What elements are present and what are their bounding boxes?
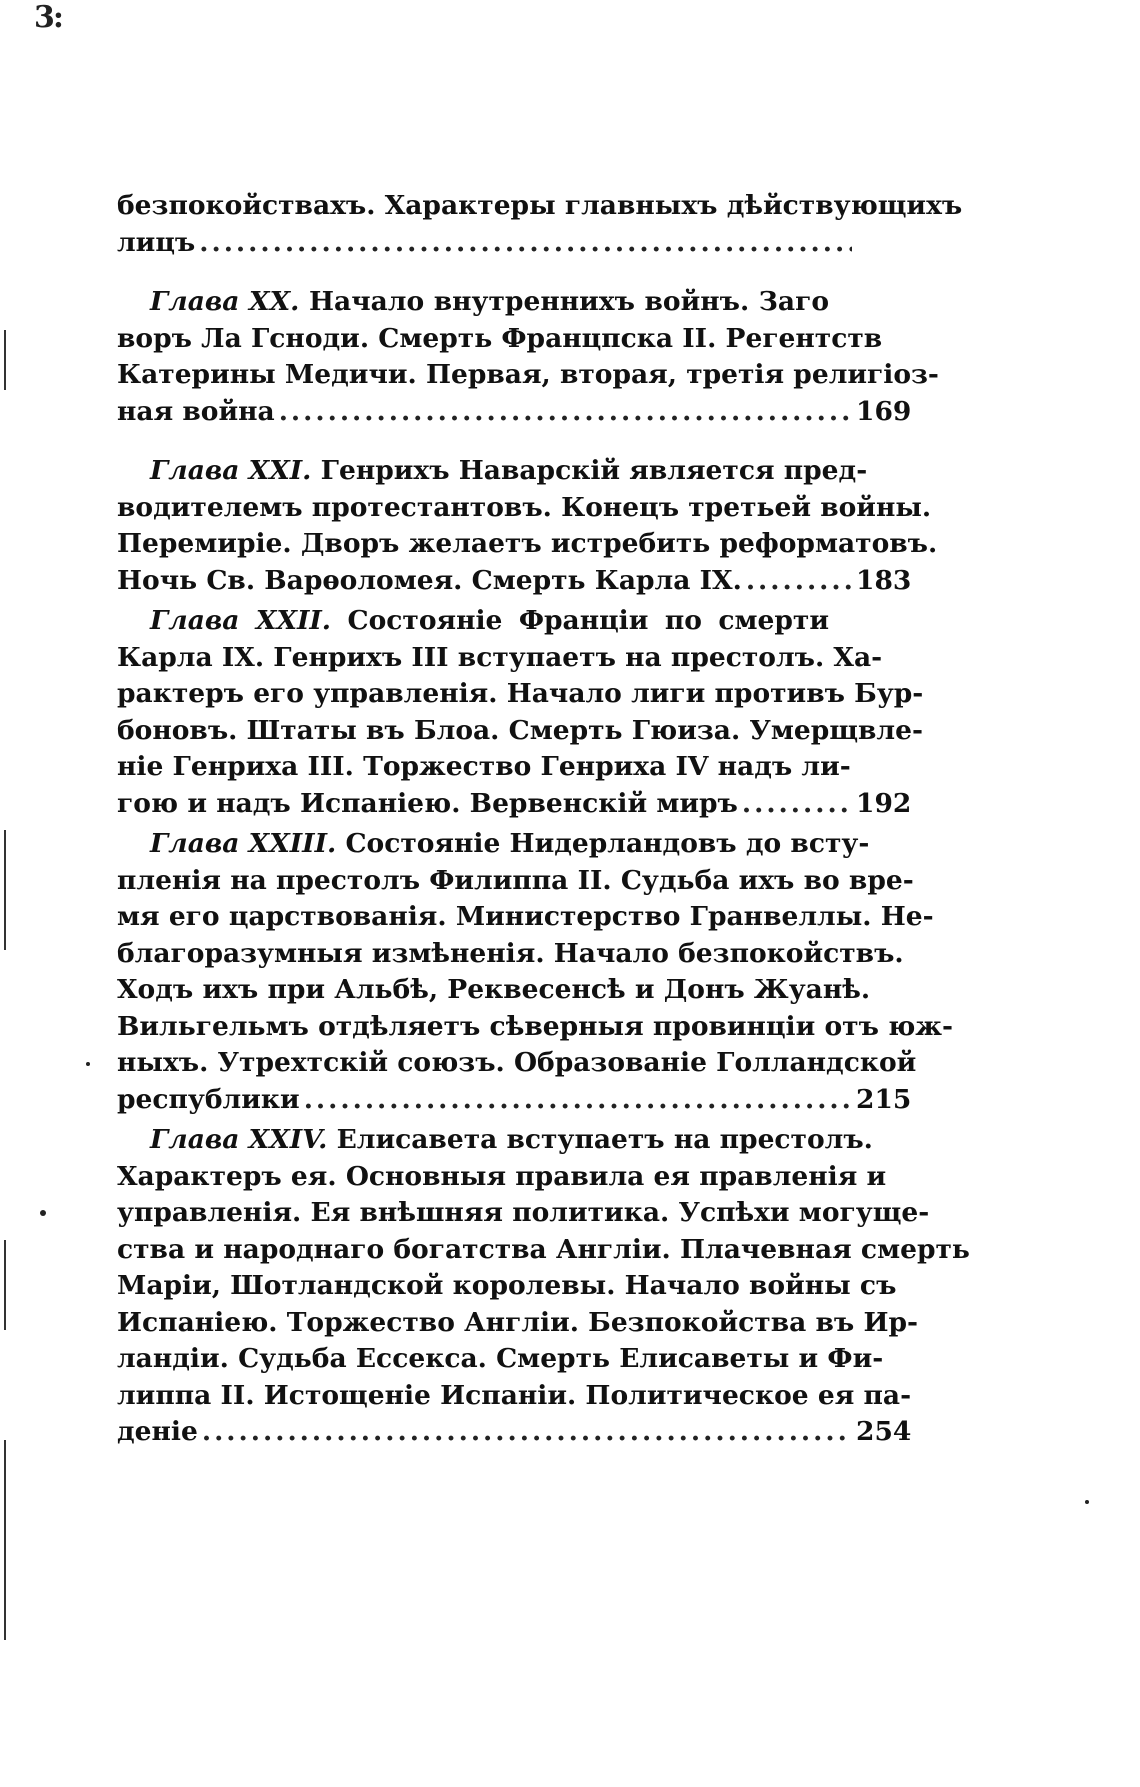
toc-line: гою и надъ Испаніею. Вервенскій миръ ..... 192 (117, 786, 907, 823)
toc-line: ныхъ. Утрехтскій союзъ. Образованіе Голландской (117, 1047, 917, 1078)
page-edge-mark (4, 1240, 6, 1330)
toc-line: ніе Генриха III. Торжество Генриха IV надъ ли- (117, 751, 851, 782)
toc-line: Ночь Св. Варѳоломея. Смерть Карла IX. ..... 183 (117, 563, 907, 600)
leader-dots (202, 1414, 852, 1451)
page-number: 254 (856, 1416, 912, 1447)
toc-line: Перемиріе. Дворъ желаетъ истребить реформатовъ. (117, 528, 938, 559)
table-of-contents (117, 188, 970, 1451)
toc-line: лицъ ..... (117, 225, 907, 262)
toc-line: Катерины Медичи. Первая, вторая, третія религіоз- (117, 359, 939, 390)
chapter-label: Глава XXIII. (150, 828, 337, 859)
leader-dots (746, 563, 852, 600)
toc-entry-heading: Глава XXII. Состояніе Франціи по смерти (150, 605, 829, 636)
toc-line: водителемъ протестантовъ. Конецъ третьей войны. (117, 491, 932, 523)
toc-line: пленія на престолъ Филиппа II. Судьба ихъ во вре- (117, 864, 914, 896)
toc-entry-heading: Глава XX. Начало внутреннихъ войнъ. Заго (150, 286, 829, 317)
chapter-label: Глава XXII. (150, 605, 332, 636)
ink-speck (86, 1062, 90, 1066)
leader-dots (304, 1082, 852, 1119)
toc-line: безпокойствахъ. Характеры главныхъ дѣйствующихъ (117, 190, 963, 221)
toc-line: ландіи. Судьба Ессекса. Смерть Елисаветы и Фи- (117, 1343, 884, 1374)
page-edge-mark (4, 330, 6, 390)
toc-line: воръ Ла Гсноди. Смерть Францпска II. Регентств (117, 322, 883, 354)
page-number: 169 (856, 395, 912, 427)
toc-line: Испаніею. Торжество Англіи. Безпокойства въ Ир- (117, 1306, 919, 1338)
page-number: 215 (856, 1083, 912, 1115)
toc-line: ная война ..... 169 (117, 394, 907, 431)
page-edge-mark (4, 1440, 6, 1640)
toc-line: благоразумныя измѣненія. Начало безпокойствъ. (117, 937, 904, 969)
toc-line: ства и народнаго богатства Англіи. Плачевная смерть (117, 1233, 970, 1265)
toc-line: боновъ. Штаты въ Блоа. Смерть Гюиза. Умерщвле- (117, 714, 923, 746)
toc-line: мя его царствованія. Министерство Гранвеллы. Не- (117, 901, 934, 932)
toc-line: Карла IX. Генрихъ III вступаетъ на престолъ. Ха- (117, 641, 883, 673)
chapter-label: Глава XXI. (150, 455, 312, 486)
toc-line: липпа II. Истощеніе Испаніи. Политическое ея па- (117, 1379, 912, 1411)
chapter-label: Глава XXIV. (150, 1124, 328, 1155)
toc-line: республики ..... 215 (117, 1082, 907, 1119)
leader-dots (279, 394, 852, 431)
page-edge-mark (4, 830, 6, 950)
leader-dots (199, 225, 852, 262)
toc-line: Вильгельмъ отдѣляетъ сѣверныя провинціи отъ юж- (117, 1010, 954, 1042)
toc-line: Маріи, Шотландской королевы. Начало войны съ (117, 1270, 897, 1301)
ink-speck (40, 1210, 46, 1216)
toc-line: Ходъ ихъ при Альбѣ, Реквесенсѣ и Донъ Жуанѣ. (117, 974, 871, 1005)
toc-entry-heading: Глава XXIII. Состояніе Нидерландовъ до всту- (150, 828, 870, 859)
ink-speck (1085, 1500, 1089, 1504)
toc-entry-heading: Глава XXIV. Елисавета вступаетъ на престолъ. (150, 1124, 873, 1155)
toc-line: Характеръ ея. Основныя правила ея правленія и (117, 1160, 887, 1192)
toc-line: деніе ..... 254 (117, 1414, 907, 1451)
page-number: 192 (856, 787, 912, 819)
page-number: 183 (856, 564, 912, 596)
corner-mark: 3: (34, 0, 62, 35)
toc-line: рактеръ его управленія. Начало лиги противъ Бур- (117, 678, 924, 709)
leader-dots (742, 786, 852, 823)
toc-entry-heading: Глава XXI. Генрихъ Наварскій является пред- (150, 455, 868, 486)
toc-line: управленія. Ея внѣшняя политика. Успѣхи могуще- (117, 1197, 930, 1228)
chapter-label: Глава XX. (150, 286, 300, 317)
